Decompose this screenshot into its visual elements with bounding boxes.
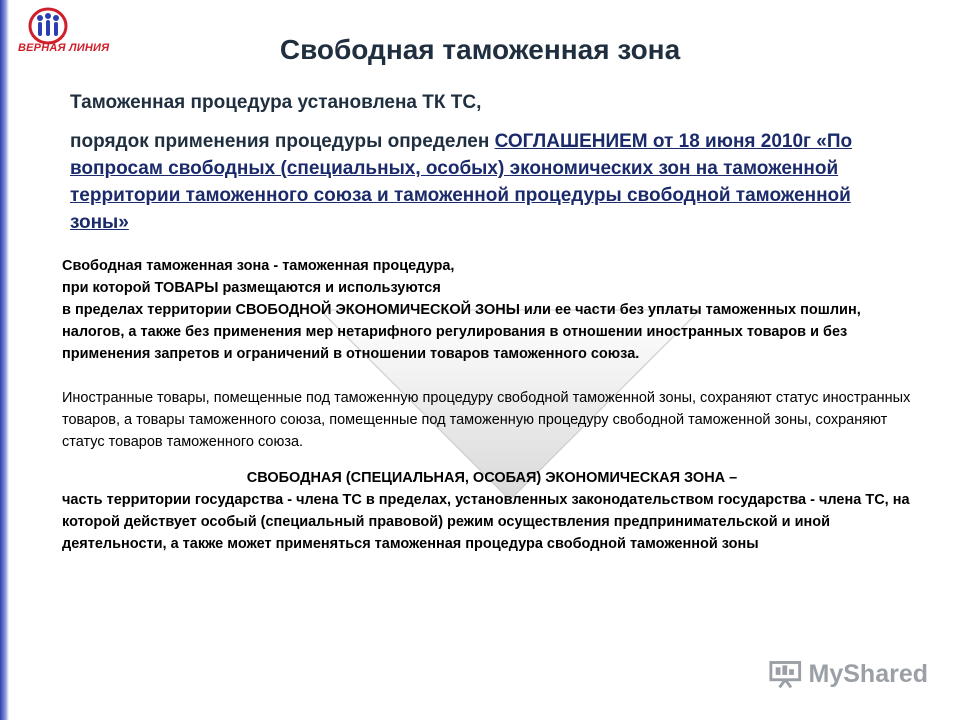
definition-line2-prefix: при которой — [62, 280, 155, 296]
definition-line1: Свободная таможенная зона - таможенная процедура, — [62, 258, 455, 274]
goods-term: ТОВАРЫ — [154, 280, 219, 296]
definition-line3-prefix: в пределах территории — [62, 302, 236, 318]
content-body — [62, 255, 922, 555]
procedure-basis: Таможенная процедура установлена ТК ТС, — [70, 92, 482, 113]
page-title: Свободная таможенная зона — [279, 34, 681, 65]
watermark — [768, 654, 928, 694]
spacer — [62, 365, 922, 387]
definition-rest-text: или ее части без уплаты таможенных пошлин, налогов, а также без применения мер нетарифного регулирования в отношении иностранных товаров и без применения запретов и ограничений в отношении товаров таможенного союза. — [62, 302, 861, 362]
definition-line2-suffix: размещаются и используются — [218, 280, 441, 296]
sez-term: СВОБОДНОЙ ЭКОНОМИЧЕСКОЙ ЗОНЫ — [235, 302, 520, 318]
spacer — [62, 453, 922, 467]
presentation-board-icon — [768, 658, 803, 690]
agreement-link[interactable]: СОГЛАШЕНИЕМ от 18 июня 2010г «По вопросам свободных (специальных, особых) экономических зон на таможенной территории таможенного союза и таможенной процедуры свободной таможенной зоны» — [70, 131, 853, 233]
sez-definition: часть территории государства - члена ТС в пределах, установленных законодательством государства - члена ТС, на которой действует особый (специальный правовой) режим осуществления предпринимательской и иной деятельности, а также может применяться таможенная процедура свободной таможенной зоны — [62, 492, 910, 552]
left-accent-bar — [0, 0, 9, 720]
sez-heading: СВОБОДНАЯ (СПЕЦИАЛЬНАЯ, ОСОБАЯ) ЭКОНОМИЧЕСКАЯ ЗОНА – — [246, 470, 738, 486]
logo-text: ВЕРНАЯ ЛИНИЯ — [18, 42, 110, 54]
procedure-order-prefix: порядок применения процедуры определен — [70, 131, 495, 152]
status-paragraph: Иностранные товары, помещенные под таможенную процедуру свободной таможенной зоны, сохраняют статус иностранных товаров, а товары таможенного союза, помещенные под таможенную процедуру свободной таможенной зоны, сохраняют статус товаров таможенного союза. — [62, 390, 911, 450]
definition-rest — [62, 299, 922, 365]
watermark-text: MyShared — [808, 659, 928, 688]
definition-line2 — [62, 277, 922, 299]
